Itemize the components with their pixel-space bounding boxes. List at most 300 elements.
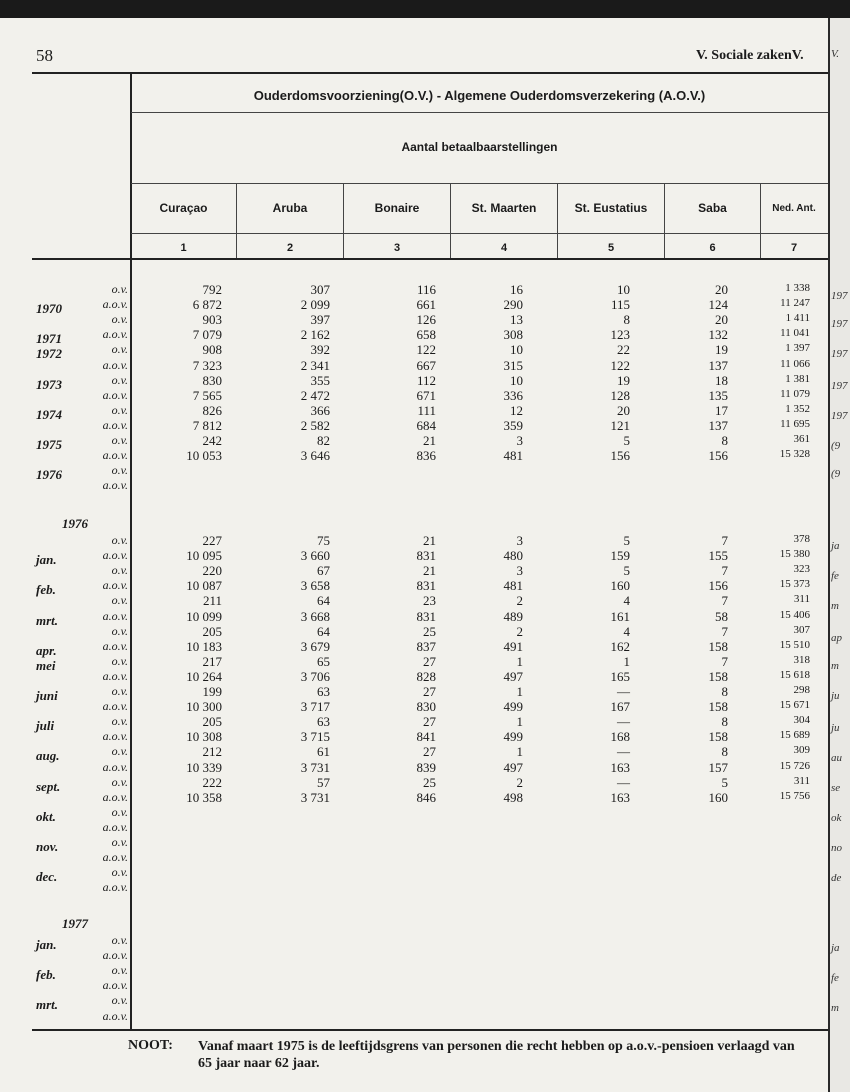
table-cell: 137 bbox=[708, 417, 728, 433]
row-type: a.o.v. bbox=[102, 1008, 128, 1023]
table-cell: 8 bbox=[623, 312, 630, 328]
header-rule-1 bbox=[131, 112, 828, 113]
table-cell: 1 bbox=[623, 653, 630, 669]
scan-top-edge bbox=[0, 0, 850, 18]
row-type: o.v. bbox=[111, 714, 128, 729]
table-cell: 158 bbox=[708, 729, 728, 745]
table-cell: 497 bbox=[503, 759, 523, 775]
table-cell: 161 bbox=[610, 608, 630, 624]
row-type: o.v. bbox=[111, 774, 128, 789]
table-cell: 19 bbox=[715, 342, 728, 358]
table-cell: 6 872 bbox=[192, 297, 222, 313]
row-label: okt. bbox=[36, 808, 56, 824]
table-cell: 128 bbox=[610, 387, 630, 403]
table-cell: 10 095 bbox=[186, 548, 222, 564]
table-cell: 1 bbox=[516, 684, 523, 699]
table-cell: 498 bbox=[503, 789, 523, 805]
table-cell: 123 bbox=[610, 327, 630, 343]
table-cell: 359 bbox=[503, 417, 523, 433]
table-cell: 480 bbox=[503, 548, 523, 564]
row-type: a.o.v. bbox=[102, 729, 128, 744]
table-cell: 667 bbox=[416, 357, 436, 373]
table-cell: 298 bbox=[793, 684, 810, 696]
table-cell: 15 380 bbox=[779, 548, 810, 561]
row-label: 1974 bbox=[36, 406, 62, 422]
table-cell: 378 bbox=[793, 533, 810, 545]
table-cell: 826 bbox=[202, 402, 222, 418]
row-label: juni bbox=[36, 688, 58, 703]
table-cell: 115 bbox=[610, 297, 630, 313]
table-cell: 21 bbox=[423, 563, 436, 579]
table-cell: 160 bbox=[610, 578, 630, 594]
facing-page-fragment: de bbox=[831, 872, 842, 884]
table-cell: 159 bbox=[610, 548, 630, 564]
table-cell: 1 352 bbox=[785, 402, 810, 415]
row-type: a.o.v. bbox=[102, 548, 128, 563]
facing-page-strip bbox=[828, 18, 850, 1092]
row-label: feb. bbox=[36, 967, 56, 983]
table-cell: 160 bbox=[708, 789, 728, 805]
facing-page-fragment: m bbox=[831, 600, 839, 612]
table-cell: 158 bbox=[708, 668, 728, 684]
table-cell: 1 338 bbox=[785, 282, 810, 294]
table-cell: 27 bbox=[423, 653, 436, 669]
table-cell: 11 041 bbox=[780, 327, 810, 340]
row-label: aug. bbox=[36, 748, 60, 764]
row-label: 1973 bbox=[36, 376, 62, 392]
table-cell: 3 731 bbox=[300, 759, 330, 775]
row-label: jan. bbox=[36, 937, 57, 952]
table-cell: 3 660 bbox=[300, 548, 330, 564]
row-label: 1972 bbox=[36, 346, 62, 362]
table-cell: 21 bbox=[423, 533, 436, 548]
table-cell: 323 bbox=[793, 563, 810, 576]
row-type: o.v. bbox=[111, 342, 128, 357]
note-text: Vanaf maart 1975 is de leeftijdsgrens van personen die recht hebben op a.o.v.-pensioen verlaagd van 65 jaar naar 62 jaar. bbox=[198, 1039, 795, 1071]
table-cell: 836 bbox=[416, 448, 436, 464]
table-cell: 10 087 bbox=[186, 578, 222, 594]
table-cell: 3 658 bbox=[300, 578, 330, 594]
row-type: o.v. bbox=[111, 533, 128, 547]
table-cell: 307 bbox=[310, 282, 330, 297]
table-cell: — bbox=[617, 714, 630, 730]
col-number: 2 bbox=[286, 242, 294, 254]
table-cell: 489 bbox=[503, 608, 523, 624]
table-cell: 361 bbox=[793, 433, 810, 445]
row-type: o.v. bbox=[111, 835, 128, 849]
table-cell: 10 099 bbox=[186, 608, 222, 624]
table-cell: 10 308 bbox=[186, 729, 222, 745]
table-cell: 10 339 bbox=[186, 759, 222, 775]
table-cell: 311 bbox=[793, 774, 810, 787]
row-type: o.v. bbox=[111, 963, 128, 978]
table-cell: 308 bbox=[503, 327, 523, 343]
table-cell: 20 bbox=[617, 402, 630, 418]
row-type: a.o.v. bbox=[102, 819, 128, 834]
facing-page-fragment: ju bbox=[831, 722, 840, 734]
row-type: o.v. bbox=[111, 623, 128, 638]
table-cell: 137 bbox=[708, 357, 728, 373]
facing-page-fragment: fe bbox=[831, 570, 839, 582]
row-label: nov. bbox=[36, 839, 59, 854]
table-cell: 684 bbox=[416, 417, 436, 433]
row-label: feb. bbox=[36, 582, 56, 598]
table-cell: 63 bbox=[317, 714, 330, 730]
table-cell: 157 bbox=[708, 759, 728, 775]
table-cell: 15 406 bbox=[779, 608, 810, 621]
table-cell: 3 717 bbox=[300, 699, 330, 715]
header-bottom-rule bbox=[32, 258, 828, 260]
row-type: a.o.v. bbox=[102, 448, 128, 463]
table-cell: 217 bbox=[202, 653, 222, 669]
table-cell: 366 bbox=[310, 402, 330, 418]
table-cell: 3 646 bbox=[300, 448, 330, 464]
table-cell: 903 bbox=[202, 312, 222, 328]
row-type: a.o.v. bbox=[102, 668, 128, 683]
table-cell: 15 510 bbox=[779, 638, 810, 651]
note-label: NOOT: bbox=[128, 1038, 173, 1053]
row-type: o.v. bbox=[111, 865, 128, 880]
table-cell: 205 bbox=[202, 623, 222, 639]
row-type: a.o.v. bbox=[102, 789, 128, 804]
table-cell: 3 706 bbox=[300, 668, 330, 684]
table-cell: 20 bbox=[715, 312, 728, 328]
facing-page-fragment: 197 bbox=[831, 290, 848, 302]
table-cell: 10 300 bbox=[186, 699, 222, 715]
table-cell: 831 bbox=[416, 548, 436, 564]
table-cell: 121 bbox=[610, 417, 630, 433]
table-cell: 10 183 bbox=[186, 638, 222, 654]
row-type: a.o.v. bbox=[102, 850, 128, 865]
table-cell: 22 bbox=[617, 342, 630, 358]
table-cell: 116 bbox=[416, 282, 436, 297]
row-type: o.v. bbox=[111, 804, 128, 819]
table-cell: 8 bbox=[721, 744, 728, 760]
table-cell: 3 bbox=[516, 533, 523, 548]
col-number: 1 bbox=[180, 242, 187, 254]
table-cell: 64 bbox=[317, 593, 330, 609]
table-cell: 167 bbox=[610, 699, 630, 715]
table-cell: 2 582 bbox=[300, 417, 330, 433]
table-cell: 2 bbox=[516, 774, 523, 790]
table-cell: 16 bbox=[510, 282, 523, 297]
table-cell: 135 bbox=[708, 387, 728, 403]
row-type: o.v. bbox=[111, 653, 128, 668]
table-cell: 309 bbox=[793, 744, 810, 757]
table-cell: 13 bbox=[510, 312, 523, 328]
facing-page-fragment: 197 bbox=[831, 318, 848, 330]
table-cell: 2 162 bbox=[300, 327, 330, 343]
facing-page-fragment: m bbox=[831, 660, 839, 672]
table-cell: 7 bbox=[721, 563, 728, 579]
table-cell: 7 bbox=[721, 653, 728, 669]
row-type: a.o.v. bbox=[102, 608, 128, 623]
table-cell: 21 bbox=[423, 433, 436, 448]
col-header-st-maarten: St. Maarten bbox=[471, 201, 537, 215]
table-cell: 75 bbox=[317, 533, 330, 548]
row-type: a.o.v. bbox=[102, 978, 128, 993]
table-cell: 2 341 bbox=[300, 357, 330, 373]
table-cell: 17 bbox=[715, 402, 728, 418]
table-cell: 15 689 bbox=[779, 729, 810, 742]
table-cell: 397 bbox=[310, 312, 330, 328]
table-cell: 211 bbox=[202, 593, 222, 609]
col-number: 5 bbox=[607, 242, 615, 254]
row-label: 1971 bbox=[36, 331, 62, 347]
facing-page-fragment: ja bbox=[831, 540, 840, 552]
table-cell: 27 bbox=[423, 684, 436, 699]
table-cell: 23 bbox=[423, 593, 436, 609]
table-cell: 318 bbox=[793, 653, 810, 666]
row-type: o.v. bbox=[111, 463, 128, 478]
table-cell: 25 bbox=[423, 623, 436, 639]
table-cell: 27 bbox=[423, 744, 436, 760]
facing-page-fragment: (9 bbox=[831, 468, 841, 480]
table-cell: 839 bbox=[416, 759, 436, 775]
running-head: V. Sociale zakenV. bbox=[696, 48, 804, 63]
table-cell: 242 bbox=[202, 433, 222, 448]
facing-page-fragment: no bbox=[831, 842, 842, 854]
facing-page-fragment: ja bbox=[831, 942, 840, 954]
table-cell: 82 bbox=[317, 433, 330, 448]
col-number: 3 bbox=[393, 242, 401, 254]
table-cell: 846 bbox=[416, 789, 436, 805]
table-cell: 2 bbox=[516, 593, 523, 609]
facing-page-fragment: m bbox=[831, 1002, 839, 1014]
table-cell: 3 731 bbox=[300, 789, 330, 805]
table-cell: 11 247 bbox=[780, 297, 810, 310]
row-type: a.o.v. bbox=[102, 417, 128, 432]
row-type: a.o.v. bbox=[102, 297, 128, 312]
table-cell: 831 bbox=[416, 608, 436, 624]
table-cell: 830 bbox=[416, 699, 436, 715]
facing-page-fragment: se bbox=[831, 782, 841, 794]
table-cell: 658 bbox=[416, 327, 436, 343]
row-label: apr. bbox=[36, 642, 57, 658]
table-cell: 841 bbox=[416, 729, 436, 745]
row-type: a.o.v. bbox=[102, 578, 128, 593]
table-cell: 61 bbox=[317, 744, 330, 760]
table-cell: 25 bbox=[423, 774, 436, 790]
table-cell: 220 bbox=[202, 563, 222, 579]
table-cell: 392 bbox=[310, 342, 330, 358]
table-cell: — bbox=[617, 684, 630, 699]
table-cell: 837 bbox=[416, 638, 436, 654]
table-cell: 481 bbox=[503, 448, 523, 464]
row-type: a.o.v. bbox=[102, 478, 128, 493]
col-number: 7 bbox=[790, 242, 798, 254]
table-cell: 67 bbox=[317, 563, 330, 579]
row-type: o.v. bbox=[111, 933, 128, 947]
table-cell: 155 bbox=[708, 548, 728, 564]
table-cell: 165 bbox=[610, 668, 630, 684]
year-label-1976: 1976 bbox=[62, 516, 88, 531]
table-cell: 19 bbox=[617, 372, 630, 388]
facing-page-fragment: ok bbox=[831, 812, 842, 824]
table-cell: 2 099 bbox=[300, 297, 330, 313]
table-cell: 27 bbox=[423, 714, 436, 730]
table-cell: 11 079 bbox=[780, 387, 810, 400]
col-number: 4 bbox=[500, 242, 508, 254]
facing-page-fragment: 197 bbox=[831, 380, 848, 392]
table-cell: 355 bbox=[310, 372, 330, 388]
table-cell: 10 bbox=[510, 342, 523, 358]
table-cell: 163 bbox=[610, 759, 630, 775]
table-cell: 15 373 bbox=[779, 578, 810, 591]
table-cell: 156 bbox=[610, 448, 630, 464]
table-cell: 158 bbox=[708, 638, 728, 654]
table-cell: 10 bbox=[510, 372, 523, 388]
table-cell: 156 bbox=[708, 578, 728, 594]
table-cell: 156 bbox=[708, 448, 728, 464]
table-cell: 7 079 bbox=[192, 327, 222, 343]
row-type: o.v. bbox=[111, 744, 128, 759]
row-type: o.v. bbox=[111, 684, 128, 698]
table-cell: 222 bbox=[202, 774, 222, 790]
row-type: a.o.v. bbox=[102, 638, 128, 653]
table-cell: 290 bbox=[503, 297, 523, 313]
table-cell: 5 bbox=[623, 533, 630, 548]
table-cell: — bbox=[617, 774, 630, 790]
table-cell: 5 bbox=[623, 433, 630, 448]
table-cell: 162 bbox=[610, 638, 630, 654]
row-label: 1976 bbox=[36, 467, 62, 483]
table-cell: 4 bbox=[623, 623, 630, 639]
col-header-bonaire: Bonaire bbox=[374, 201, 420, 215]
stub-divider bbox=[130, 74, 132, 1029]
table-cell: 15 328 bbox=[779, 448, 810, 461]
table-cell: 8 bbox=[721, 684, 728, 699]
table-cell: 199 bbox=[202, 684, 222, 699]
table-cell: 126 bbox=[416, 312, 436, 328]
table-top-rule bbox=[32, 72, 828, 74]
table-cell: 2 bbox=[516, 623, 523, 639]
table-cell: 671 bbox=[416, 387, 436, 403]
table-cell: 7 bbox=[721, 623, 728, 639]
table-cell: 10 bbox=[617, 282, 630, 297]
row-type: a.o.v. bbox=[102, 387, 128, 402]
table-cell: 499 bbox=[503, 699, 523, 715]
row-type: o.v. bbox=[111, 312, 128, 327]
table-cell: 8 bbox=[721, 714, 728, 730]
table-cell: 481 bbox=[503, 578, 523, 594]
table-cell: 122 bbox=[416, 342, 436, 358]
facing-page-fragment: fe bbox=[831, 972, 839, 984]
table-cell: 132 bbox=[708, 327, 728, 343]
table-bottom-rule bbox=[32, 1029, 828, 1031]
row-label: juli bbox=[36, 718, 55, 734]
table-title: Ouderdomsvoorziening(O.V.) - Algemene Ouderdomsverzekering (A.O.V.) bbox=[253, 88, 706, 103]
table-cell: 908 bbox=[202, 342, 222, 358]
table-cell: 10 358 bbox=[186, 789, 222, 805]
table-cell: 7 323 bbox=[192, 357, 222, 373]
facing-page-fragment: 197 bbox=[831, 410, 848, 422]
table-cell: 1 411 bbox=[785, 312, 810, 325]
table-cell: 1 397 bbox=[785, 342, 810, 355]
table-cell: 1 bbox=[516, 744, 523, 760]
table-cell: 11 066 bbox=[780, 357, 810, 370]
table-cell: 491 bbox=[503, 638, 523, 654]
table-cell: 1 bbox=[516, 653, 523, 669]
facing-page-fragment: 197 bbox=[831, 348, 848, 360]
table-cell: 1 381 bbox=[785, 372, 810, 385]
table-cell: 3 668 bbox=[300, 608, 330, 624]
table-cell: 15 618 bbox=[779, 668, 810, 681]
table-cell: 11 695 bbox=[780, 417, 810, 430]
row-type: a.o.v. bbox=[102, 948, 128, 963]
row-type: a.o.v. bbox=[102, 699, 128, 714]
table-cell: 57 bbox=[317, 774, 330, 790]
table-cell: — bbox=[617, 744, 630, 760]
facing-page-fragment: V. bbox=[831, 48, 840, 60]
table-cell: 304 bbox=[793, 714, 810, 727]
table-cell: 792 bbox=[202, 282, 222, 297]
row-type: o.v. bbox=[111, 433, 128, 447]
table-cell: 5 bbox=[623, 563, 630, 579]
facing-page-fragment: au bbox=[831, 752, 842, 764]
facing-page-fragment: ju bbox=[831, 690, 840, 702]
row-label: mrt. bbox=[36, 612, 59, 628]
table-cell: 168 bbox=[610, 729, 630, 745]
row-label: 1975 bbox=[36, 437, 62, 452]
table-cell: 64 bbox=[317, 623, 330, 639]
row-type: o.v. bbox=[111, 593, 128, 608]
table-cell: 4 bbox=[623, 593, 630, 609]
table-cell: 7 565 bbox=[192, 387, 222, 403]
table-cell: 212 bbox=[202, 744, 222, 760]
table-cell: 227 bbox=[202, 533, 222, 548]
row-label: jan. bbox=[36, 552, 57, 568]
table-cell: 828 bbox=[416, 668, 436, 684]
row-label: sept. bbox=[36, 778, 61, 794]
row-label: mrt. bbox=[36, 997, 59, 1013]
table-cell: 65 bbox=[317, 653, 330, 669]
table-cell: 10 053 bbox=[186, 448, 222, 464]
table-cell: 158 bbox=[708, 699, 728, 715]
row-type: o.v. bbox=[111, 993, 128, 1008]
row-type: a.o.v. bbox=[102, 759, 128, 774]
row-type: o.v. bbox=[111, 402, 128, 417]
table-cell: 3 715 bbox=[300, 729, 330, 745]
year-label-1977: 1977 bbox=[62, 916, 88, 931]
row-type: a.o.v. bbox=[102, 357, 128, 372]
table-cell: 1 bbox=[516, 714, 523, 730]
table-cell: 111 bbox=[417, 402, 436, 418]
row-label: dec. bbox=[36, 869, 58, 885]
table-cell: 8 bbox=[721, 433, 728, 448]
row-label: mei bbox=[36, 657, 56, 673]
table-cell: 205 bbox=[202, 714, 222, 730]
table-cell: 311 bbox=[793, 593, 810, 606]
table-cell: 5 bbox=[721, 774, 728, 790]
row-type: a.o.v. bbox=[102, 327, 128, 342]
row-type: o.v. bbox=[111, 563, 128, 578]
page-number: 58 bbox=[36, 46, 53, 65]
row-type: o.v. bbox=[111, 282, 128, 296]
table-cell: 2 472 bbox=[300, 387, 330, 403]
table-cell: 7 bbox=[721, 593, 728, 609]
col-header-ned-ant: Ned. Ant. bbox=[772, 203, 816, 214]
table-cell: 15 756 bbox=[779, 789, 810, 802]
table-cell: 831 bbox=[416, 578, 436, 594]
table-cell: 661 bbox=[416, 297, 436, 313]
table-subtitle: Aantal betaalbaarstellingen bbox=[401, 140, 558, 154]
facing-page-fragment: ap bbox=[831, 632, 842, 644]
table-cell: 499 bbox=[503, 729, 523, 745]
table-cell: 12 bbox=[510, 402, 523, 418]
table-cell: 10 264 bbox=[186, 668, 222, 684]
col-header-st-eustatius: St. Eustatius bbox=[574, 201, 648, 215]
